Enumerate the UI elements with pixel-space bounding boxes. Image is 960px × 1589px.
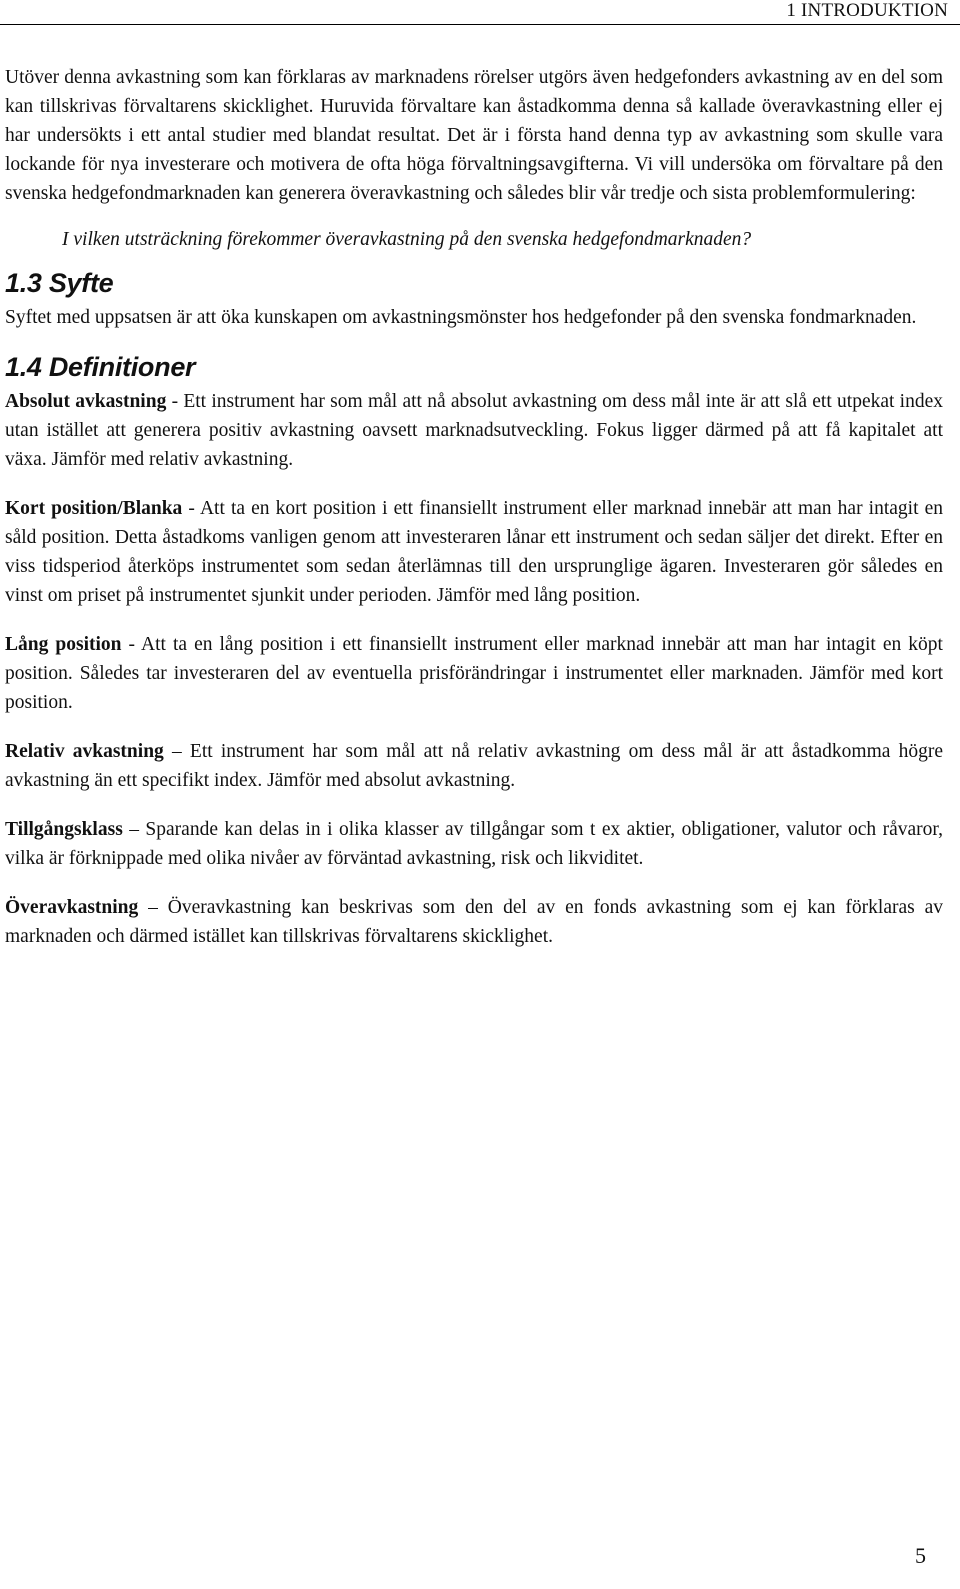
definition-text: Att ta en kort position i ett finansiellt instrument eller marknad innebär att man har intagit en såld position. Detta åstadkoms vanligen genom att investeraren lånar ett instrument och sedan säljer det direkt. Efter en viss tidsperiod återköps instrumentet som sedan återlämnas till den ursprunglige ägaren. Investeraren gör således en vinst om priset på instrumentet sjunkit under perioden. Jämför med lång position. bbox=[5, 498, 943, 606]
definition-text: Ett instrument har som mål att nå absolut avkastning om dess mål inte är att slå ett utpekat index utan istället att generera positiv avkastning oavsett marknadsutveckling. Fokus ligger därmed på att få kapitalet att växa. Jämför med relativ avkastning. bbox=[5, 391, 944, 470]
definition-kort-position bbox=[5, 494, 943, 610]
definition-separator: - bbox=[166, 391, 184, 412]
intro-paragraph: Utöver denna avkastning som kan förklaras av marknadens rörelser utgörs även hedgefonders avkastning av en del som kan tillskrivas förvaltarens skicklighet. Huruvida förvaltare kan åstadkomma denna så kallade överavkastning eller ej har undersökts i ett antal studier med blandat resultat. Det är i första hand denna typ av avkastning som skulle vara lockande för nya investerare och motivera de ofta höga förvaltningsavgifterna. Vi vill undersöka om förvaltare på den svenska hedgefondmarknaden kan generera överavkastning och således blir vår tredje och sista problemformulering: bbox=[5, 67, 943, 204]
definition-term: Kort position/Blanka bbox=[5, 498, 183, 519]
running-header bbox=[0, 0, 960, 24]
section-definitioner bbox=[5, 350, 943, 951]
definition-term: Absolut avkastning bbox=[5, 391, 167, 412]
definition-term: Tillgångsklass bbox=[5, 819, 123, 840]
definition-relativ-avkastning bbox=[5, 737, 943, 795]
syfte-paragraph: Syftet med uppsatsen är att öka kunskapen om avkastningsmönster hos hedgefonder på den svenska fondmarknaden. bbox=[5, 307, 917, 328]
definition-term: Överavkastning bbox=[5, 897, 139, 918]
definition-overavkastning bbox=[5, 893, 943, 951]
section-syfte bbox=[5, 266, 943, 332]
definition-absolut-avkastning bbox=[5, 387, 943, 474]
definition-separator: - bbox=[121, 634, 141, 655]
definition-text: Att ta en lång position i ett finansiellt instrument eller marknad innebär att man har intagit en köpt position. Således tar investeraren del av eventuella prisförändringar i instrumentet eller marknaden. Jämför med kort position. bbox=[5, 634, 943, 713]
research-question: I vilken utsträckning förekommer överavkastning på den svenska hedgefondmarknaden? bbox=[62, 229, 752, 250]
chapter-label: 1 INTRODUKTION bbox=[786, 0, 948, 21]
definition-term: Lång position bbox=[5, 634, 122, 655]
definition-term: Relativ avkastning bbox=[5, 741, 164, 762]
definition-separator: – bbox=[122, 819, 146, 840]
definition-separator: - bbox=[182, 498, 200, 519]
definition-text: Överavkastning kan beskrivas som den del av en fonds avkastning som ej kan förklaras av marknaden och därmed istället kan tillskrivas förvaltarens skicklighet. bbox=[5, 897, 943, 947]
section-heading-definitioner: 1.4 Definitioner bbox=[5, 352, 196, 382]
page-content bbox=[5, 63, 943, 971]
header-rule bbox=[0, 24, 960, 25]
definition-lang-position bbox=[5, 630, 943, 717]
definition-separator: – bbox=[163, 741, 190, 762]
definition-text: Sparande kan delas in i olika klasser av tillgångar som t ex aktier, obligationer, valutor och råvaror, vilka är förknippade med olika nivåer av förväntad avkastning, risk och likviditet. bbox=[5, 819, 943, 869]
definition-separator: – bbox=[138, 897, 168, 918]
definition-tillgangsklass bbox=[5, 815, 943, 873]
page-number: 5 bbox=[915, 1543, 926, 1568]
section-heading-syfte: 1.3 Syfte bbox=[5, 268, 114, 298]
definition-text: Ett instrument har som mål att nå relativ avkastning om dess mål är att åstadkomma högre avkastning än ett specifikt index. Jämför med absolut avkastning. bbox=[5, 741, 944, 791]
intro-section bbox=[5, 63, 943, 254]
